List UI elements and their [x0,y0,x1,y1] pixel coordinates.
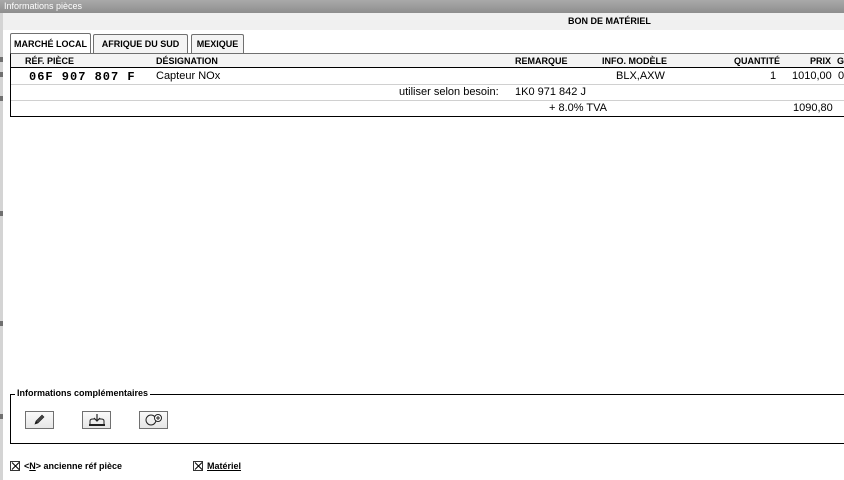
edit-button[interactable] [25,411,54,429]
col-header-quantite[interactable]: QUANTITÉ [734,56,780,66]
tva-total: 1090,80 [793,102,833,114]
note-value: 1K0 971 842 J [515,86,586,98]
add-circle-icon [144,413,164,427]
window-titlebar [0,0,844,13]
tva-label: + 8.0% TVA [549,102,607,114]
document-header [3,13,844,30]
document-title: BON DE MATÉRIEL [568,16,651,26]
left-edge-marker [0,72,3,77]
left-edge-strip [0,13,3,480]
network-icon [87,413,107,427]
left-edge-marker [0,414,3,419]
old-ref-label-key: N [29,461,36,471]
part-ref: 06F 907 807 F [29,70,136,84]
parts-table [10,53,844,117]
materiel-label: Matériel [207,461,242,471]
col-header-designation[interactable]: DÉSIGNATION [156,56,218,66]
tab-mexique[interactable]: MEXIQUE [191,34,244,53]
materiel-checkbox[interactable] [193,461,203,471]
col-header-extra[interactable]: G [837,56,844,66]
network-button[interactable] [82,411,111,429]
part-prix: 1010,00 [792,70,832,82]
col-header-info-modele[interactable]: INFO. MODÈLE [602,56,667,66]
row-divider [11,84,844,85]
old-ref-checkbox[interactable] [10,461,20,471]
add-button[interactable] [139,411,168,429]
col-header-prix[interactable]: PRIX [810,56,832,66]
col-header-remarque[interactable]: REMARQUE [515,56,568,66]
pencil-icon [32,414,48,426]
info-group-legend: Informations complémentaires [17,388,149,398]
info-complementaires-group [10,388,844,444]
old-ref-label-suffix: > ancienne réf pièce [35,461,123,471]
part-quantite: 1 [770,70,777,82]
tab-afrique-du-sud[interactable]: AFRIQUE DU SUD [93,34,188,53]
materiel-option[interactable] [193,461,241,471]
left-edge-marker [0,96,3,101]
left-edge-marker [0,211,3,216]
window-title: Informations pièces [4,1,83,11]
part-info-modele: BLX,AXW [616,70,665,82]
col-header-ref[interactable]: RÉF. PIÈCE [25,56,75,66]
left-edge-marker [0,321,3,326]
table-header [11,54,844,68]
part-designation: Capteur NOx [156,70,221,82]
left-edge-marker [0,57,3,62]
note-label: utiliser selon besoin: [399,86,499,98]
old-ref-label-prefix: < [24,461,30,471]
row-divider [11,100,844,101]
old-ref-option[interactable] [10,461,122,471]
part-extra: 0 [838,70,844,82]
tab-marche-local[interactable]: MARCHÉ LOCAL [10,33,91,53]
